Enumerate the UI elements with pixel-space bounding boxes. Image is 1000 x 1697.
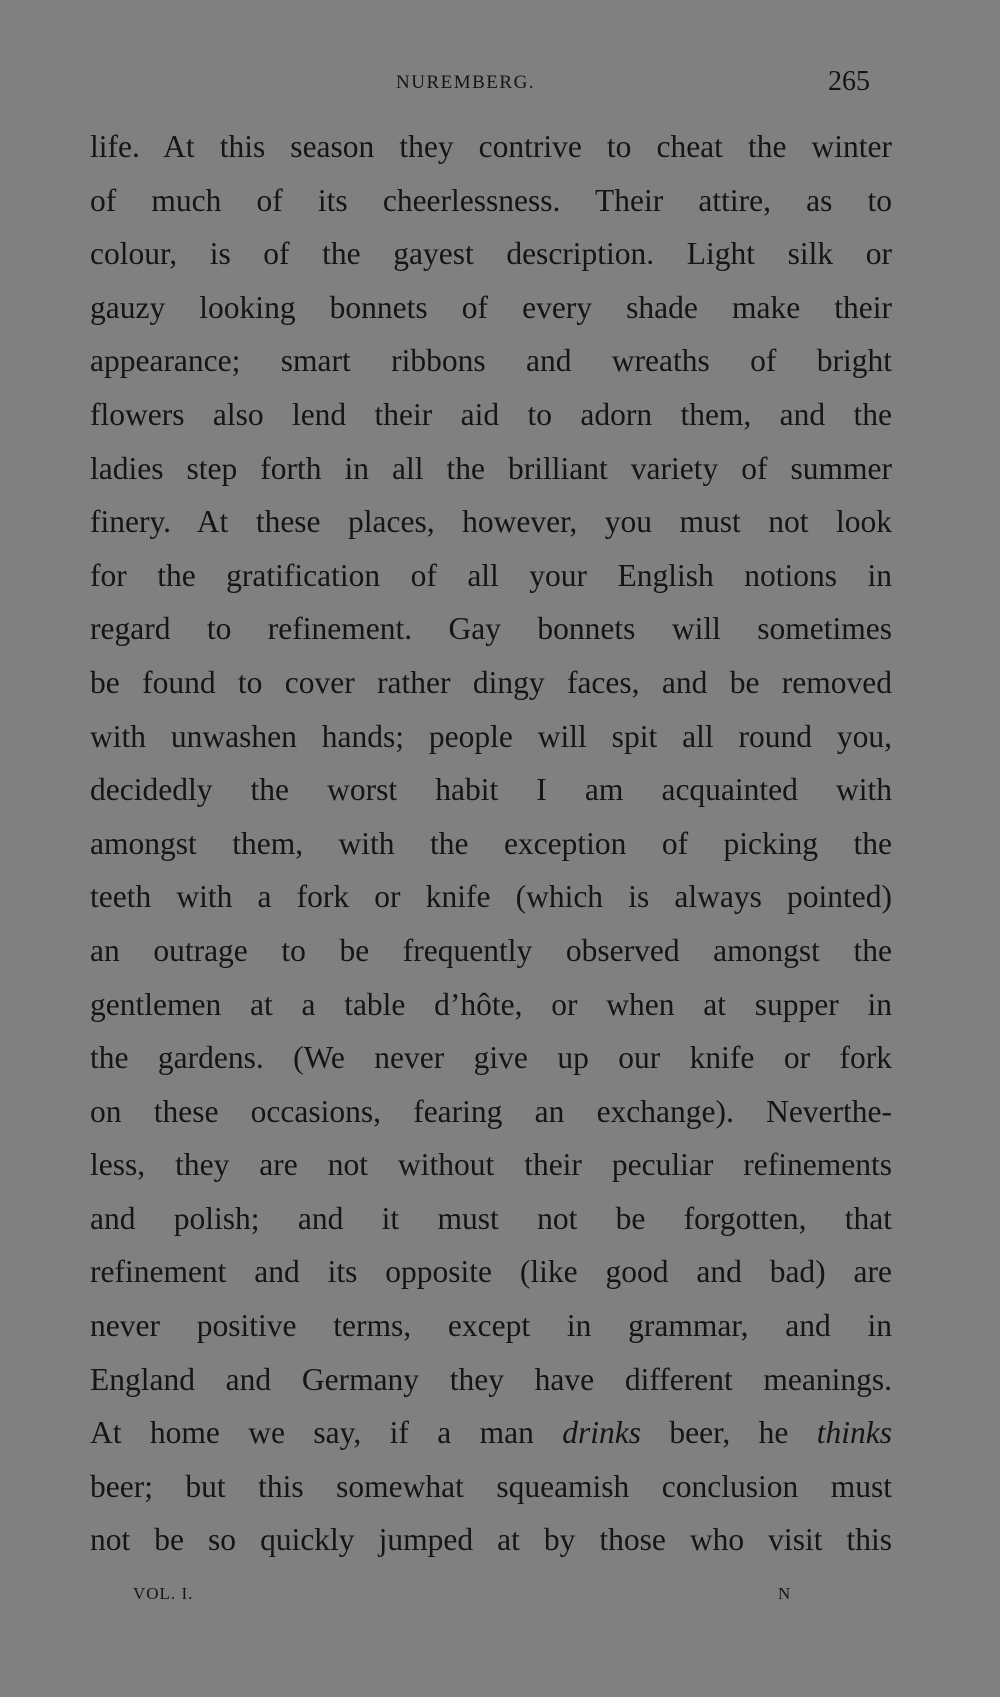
text-segment: ladies step forth in all the brilliant variety of summer [90, 450, 892, 486]
text-segment: teeth with a fork or knife (which is always pointed) [90, 879, 892, 915]
text-segment: gauzy looking bonnets of every shade make their [90, 289, 892, 325]
text-segment: be found to cover rather dingy faces, and be removed [90, 664, 892, 700]
text-segment: decidedly the worst habit I am acquainted with [90, 772, 892, 808]
text-line [90, 1353, 892, 1407]
text-segment: not be so quickly jumped at by those who visit this [90, 1522, 892, 1558]
text-line [90, 174, 892, 228]
text-segment: less, they are not without their peculiar refinements [90, 1147, 892, 1183]
text-segment: with unwashen hands; people will spit all round you, [90, 718, 892, 754]
text-line [90, 281, 892, 335]
text-line [90, 442, 892, 496]
text-line [90, 870, 892, 924]
text-line [90, 978, 892, 1032]
running-head [0, 66, 1000, 106]
text-line [90, 495, 892, 549]
text-line [90, 1031, 892, 1085]
text-segment: At home we say, if a man [90, 1415, 563, 1451]
text-segment: beer; but this somewhat squeamish conclusion must [90, 1468, 892, 1504]
text-segment: an outrage to be frequently observed amongst the [90, 932, 892, 968]
text-line [90, 549, 892, 603]
text-line [90, 602, 892, 656]
text-line [90, 1299, 892, 1353]
text-segment: colour, is of the gayest description. Light silk or [90, 236, 892, 272]
text-line [90, 1085, 892, 1139]
text-segment: never positive terms, except in grammar, and in [90, 1308, 892, 1344]
text-segment: of much of its cheerlessness. Their attire, as to [90, 182, 892, 218]
text-line [90, 1513, 892, 1567]
page-footer [0, 1584, 1000, 1614]
text-segment: refinement and its opposite (like good and bad) are [90, 1254, 892, 1290]
text-line [90, 1460, 892, 1514]
text-line [90, 1192, 892, 1246]
text-segment: and polish; and it must not be forgotten, that [90, 1200, 892, 1236]
text-segment: for the gratification of all your English notions in [90, 557, 892, 593]
running-title: NUREMBERG. [396, 72, 536, 93]
text-line [90, 1138, 892, 1192]
text-segment: England and Germany they have different meanings. [90, 1361, 892, 1397]
signature-mark: N [778, 1584, 791, 1603]
text-line [90, 120, 892, 174]
text-segment: finery. At these places, however, you must not look [90, 504, 892, 540]
text-line [90, 388, 892, 442]
text-segment: on these occasions, fearing an exchange). Neverthe- [90, 1093, 892, 1129]
text-line [90, 656, 892, 710]
text-segment: appearance; smart ribbons and wreaths of bright [90, 343, 892, 379]
italic-word: drinks [562, 1415, 641, 1451]
text-segment: regard to refinement. Gay bonnets will sometimes [90, 611, 892, 647]
body-text [90, 120, 892, 1567]
text-segment: the gardens. (We never give up our knife or fork [90, 1040, 892, 1076]
italic-word: thinks [816, 1415, 892, 1451]
text-line [90, 1406, 892, 1460]
text-line [90, 1245, 892, 1299]
text-segment: beer, he [641, 1415, 817, 1451]
text-segment: gentlemen at a table d’hôte, or when at supper in [90, 986, 892, 1022]
volume-signature: VOL. I. [133, 1584, 194, 1603]
text-segment: flowers also lend their aid to adorn them, and the [90, 396, 892, 432]
text-line [90, 227, 892, 281]
text-line [90, 924, 892, 978]
text-line [90, 763, 892, 817]
text-segment: amongst them, with the exception of picking the [90, 825, 892, 861]
text-line [90, 817, 892, 871]
page-number: 265 [828, 66, 870, 97]
text-segment: life. At this season they contrive to cheat the winter [90, 129, 892, 164]
text-line [90, 334, 892, 388]
text-line [90, 710, 892, 764]
